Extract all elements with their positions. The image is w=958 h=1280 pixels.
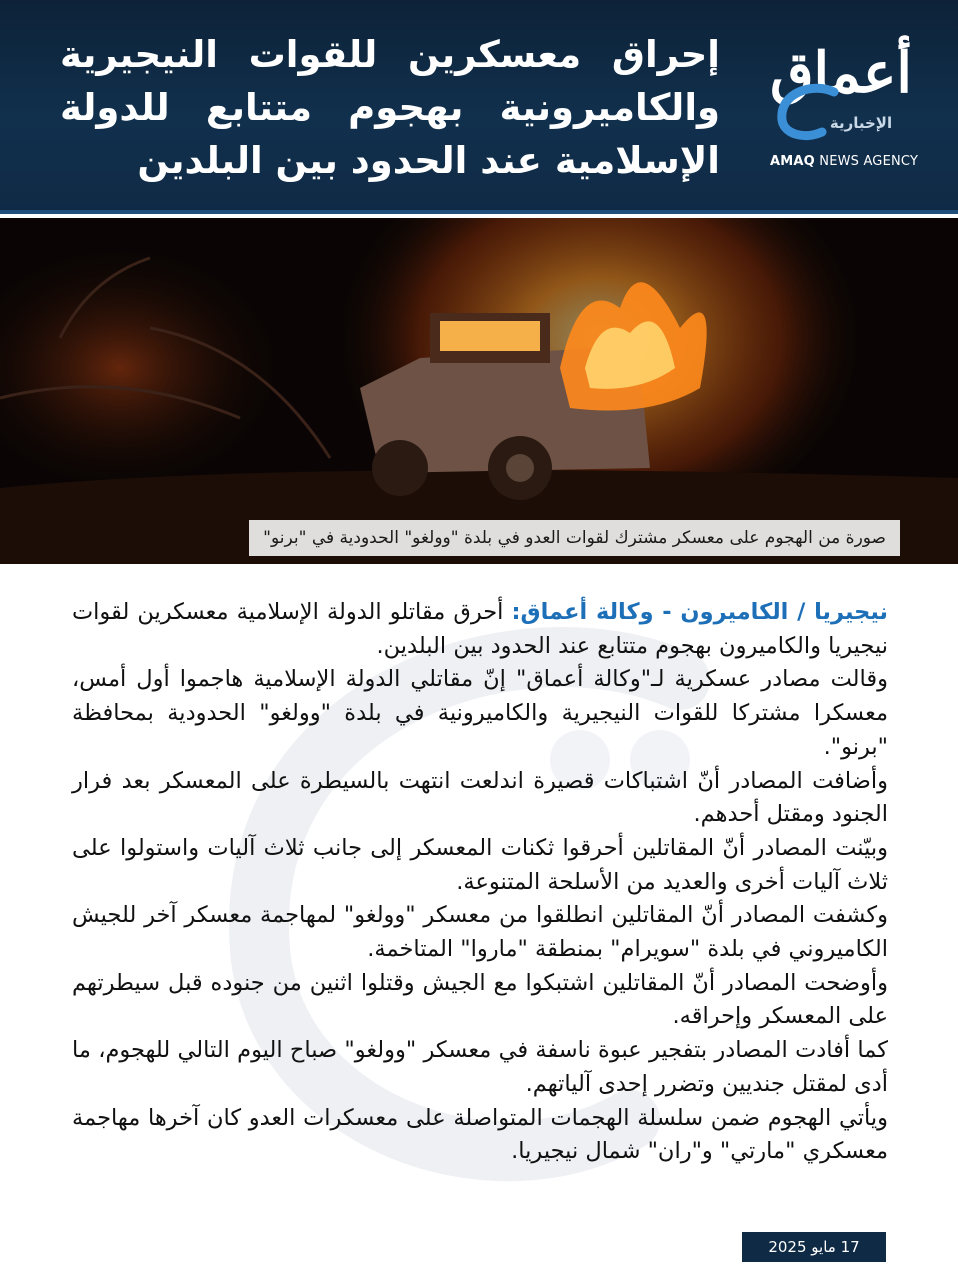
article-paragraph: ويأتي الهجوم ضمن سلسلة الهجمات المتواصلة على معسكرات العدو كان آخرها مهاجمة معسكري "مارتي" و"ران" شمال نيجيريا.	[72, 1104, 888, 1165]
photo-caption: صورة من الهجوم على معسكر مشترك لقوات العدو في بلدة "وولغو" الحدودية في "برنو"	[249, 520, 900, 556]
article-paragraph: وكشفت المصادر أنّ المقاتلين انطلقوا من معسكر "وولغو" لمهاجمة معسكر آخر للجيش الكاميروني في بلدة "سويرام" بمنطقة "ماروا" المتاخمة.	[72, 902, 888, 963]
article-paragraph: وأوضحت المصادر أنّ المقاتلين اشتبكوا مع الجيش وقتلوا اثنين من جنوده قبل سيطرتهم على المعسكر وإحراقه.	[72, 969, 888, 1030]
attack-photo	[0, 218, 958, 564]
header-banner	[0, 0, 958, 214]
lead-text: أحرق مقاتلو الدولة الإسلامية معسكرين لقوات نيجيريا والكاميرون بهجوم متتابع عند الحدود بين البلدين.	[72, 599, 888, 659]
headline	[60, 28, 720, 187]
logo-arabic-sub: الإخبارية	[829, 114, 893, 132]
logo-swoosh-icon	[774, 82, 844, 142]
article	[72, 596, 888, 1169]
article-lead-paragraph	[72, 596, 888, 663]
headline-line: الإسلامية عند الحدود بين البلدين	[137, 139, 720, 182]
logo-english	[770, 154, 926, 169]
article-paragraph: وبيّنت المصادر أنّ المقاتلين أحرقوا ثكنات المعسكر إلى جانب ثلاث آليات واستولوا على ثلاث آليات أخرى والعديد من الأسلحة المتنوعة.	[72, 834, 888, 895]
dateline: نيجيريا / الكاميرون - وكالة أعماق:	[511, 599, 888, 625]
logo-english-bold: AMAQ	[770, 154, 815, 169]
logo-english-rest: NEWS AGENCY	[819, 154, 919, 169]
headline-line: والكاميرونية بهجوم متتابع للدولة	[60, 86, 720, 129]
publish-date: 17 مايو 2025	[742, 1232, 886, 1262]
amaq-logo	[766, 38, 926, 178]
article-paragraph: كما أفادت المصادر بتفجير عبوة ناسفة في معسكر "وولغو" صباح اليوم التالي للهجوم، ما أدى لمقتل جنديين وتضرر إحدى آلياتهم.	[72, 1037, 888, 1097]
article-paragraph: وأضافت المصادر أنّ اشتباكات قصيرة اندلعت انتهت بالسيطرة على المعسكر بعد فرار الجنود ومقتل أحدهم.	[72, 767, 888, 828]
article-paragraph: وقالت مصادر عسكرية لـ"وكالة أعماق" إنّ مقاتلي الدولة الإسلامية هاجموا أول أمس، معسكرا مشتركا للقوات النيجيرية والكاميرونية في بلدة "وولغو" الحدودية بمحافظة "برنو".	[72, 666, 888, 760]
burning-vehicle-image	[0, 218, 958, 564]
logo-arabic: أعماق	[770, 40, 912, 106]
headline-line: إحراق معسكرين للقوات النيجيرية	[60, 33, 720, 76]
